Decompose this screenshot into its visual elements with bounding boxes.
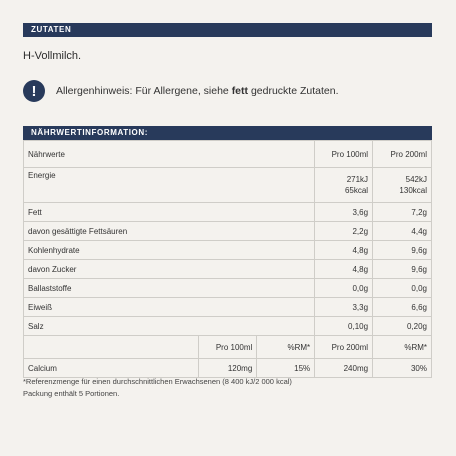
exclamation-icon: ! <box>23 80 45 102</box>
table-row <box>24 203 432 222</box>
row-label: Calcium <box>24 359 199 378</box>
row-label: Fett <box>24 203 315 222</box>
energy-kcal-200: 130kcal <box>399 186 427 195</box>
value-200ml: 9,6g <box>373 241 432 260</box>
mineral-header-100ml: Pro 100ml <box>199 336 257 359</box>
calcium-rm-200: 30% <box>373 359 432 378</box>
table-row <box>24 260 432 279</box>
table-row <box>24 241 432 260</box>
allergen-text-before: Allergenhinweis: Für Allergene, siehe <box>56 85 232 97</box>
value-100ml: 3,6g <box>315 203 373 222</box>
calcium-100ml: 120mg <box>199 359 257 378</box>
allergen-text <box>56 85 339 97</box>
energy-per-200ml <box>373 168 432 203</box>
header-label: Nährwerte <box>24 141 315 168</box>
value-200ml: 6,6g <box>373 298 432 317</box>
ingredients-text: H-Vollmilch. <box>23 50 82 62</box>
row-label: Ballaststoffe <box>24 279 315 298</box>
mineral-header-200ml: Pro 200ml <box>315 336 373 359</box>
table-row <box>24 279 432 298</box>
row-label: Kohlenhydrate <box>24 241 315 260</box>
mineral-header-empty <box>24 336 199 359</box>
table-row <box>24 298 432 317</box>
section-title: ZUTATEN <box>31 25 72 34</box>
table-row <box>24 317 432 336</box>
nutrition-table <box>23 140 432 378</box>
row-label: Eiweiß <box>24 298 315 317</box>
calcium-200ml: 240mg <box>315 359 373 378</box>
footnote <box>23 376 292 400</box>
energy-per-100ml <box>315 168 373 203</box>
allergen-text-after: gedruckte Zutaten. <box>248 85 339 97</box>
header-per-200ml: Pro 200ml <box>373 141 432 168</box>
header-per-100ml: Pro 100ml <box>315 141 373 168</box>
value-100ml: 2,2g <box>315 222 373 241</box>
footnote-portions: Packung enthält 5 Portionen. <box>23 389 120 398</box>
value-200ml: 7,2g <box>373 203 432 222</box>
table-row-energy <box>24 168 432 203</box>
section-title: NÄHRWERTINFORMATION: <box>31 128 149 137</box>
value-200ml: 9,6g <box>373 260 432 279</box>
row-label: davon Zucker <box>24 260 315 279</box>
value-100ml: 0,10g <box>315 317 373 336</box>
row-label: Energie <box>24 168 315 203</box>
energy-kj-100: 271kJ <box>346 175 369 184</box>
value-100ml: 4,8g <box>315 260 373 279</box>
section-header-zutaten <box>23 23 432 37</box>
value-200ml: 0,0g <box>373 279 432 298</box>
value-200ml: 0,20g <box>373 317 432 336</box>
section-header-naehrwert <box>23 126 432 140</box>
value-200ml: 4,4g <box>373 222 432 241</box>
table-row-calcium <box>24 359 432 378</box>
calcium-rm-100: 15% <box>257 359 315 378</box>
row-label: davon gesättigte Fettsäuren <box>24 222 315 241</box>
value-100ml: 4,8g <box>315 241 373 260</box>
mineral-header-rm-100: %RM* <box>257 336 315 359</box>
energy-kcal-100: 65kcal <box>344 186 369 195</box>
table-row <box>24 222 432 241</box>
row-label: Salz <box>24 317 315 336</box>
mineral-header-row <box>24 336 432 359</box>
value-100ml: 0,0g <box>315 279 373 298</box>
allergen-notice <box>23 80 339 102</box>
table-header-row <box>24 141 432 168</box>
allergen-text-bold: fett <box>231 85 249 97</box>
mineral-header-rm-200: %RM* <box>373 336 432 359</box>
value-100ml: 3,3g <box>315 298 373 317</box>
energy-kj-200: 542kJ <box>405 175 427 184</box>
footnote-reference: *Referenzmenge für einen durchschnittlichen Erwachsenen (8 400 kJ/2 000 kcal) <box>23 377 292 386</box>
